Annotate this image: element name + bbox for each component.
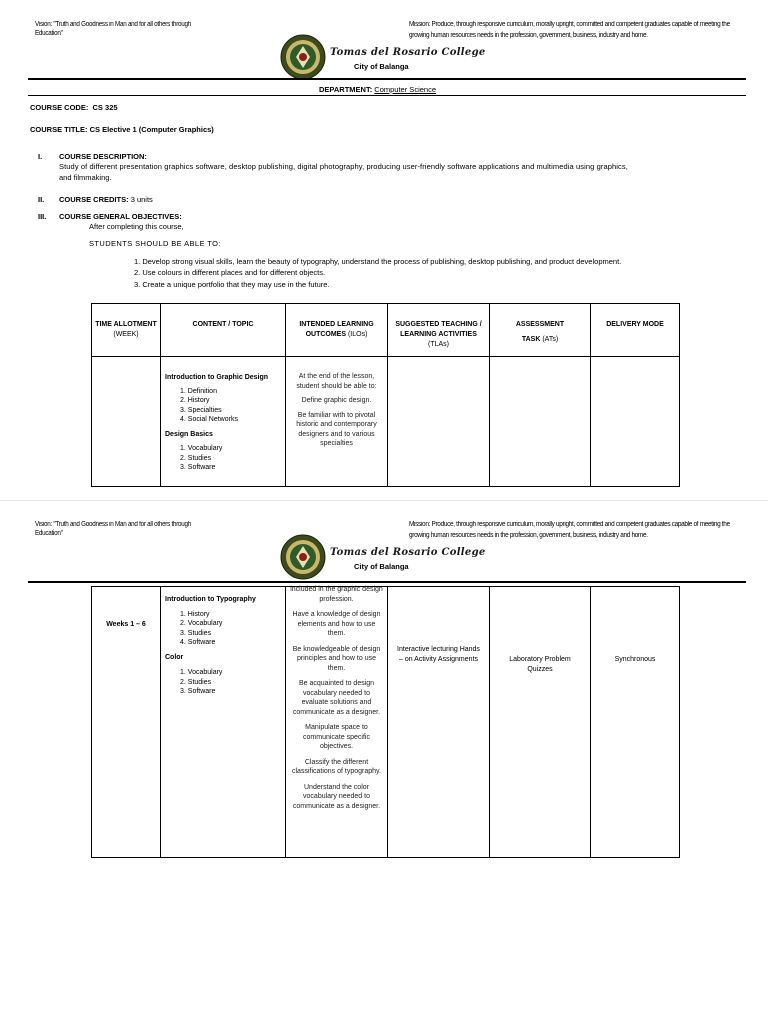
college-city: City of Balanga — [354, 562, 409, 571]
header-tla — [388, 304, 490, 357]
cell-week — [92, 357, 161, 487]
objective-item: 1. Develop strong visual skills, learn the beauty of typography, understand the process of publishing, desktop publishing, and product development. — [134, 257, 622, 266]
header-ilo-label: INTENDED LEARNING OUTCOMES — [299, 321, 374, 338]
cell-week: Weeks 1 – 6 — [92, 587, 161, 858]
topic-list — [180, 610, 285, 648]
course-credits — [59, 195, 153, 204]
ilo-text: included in the graphic design profession. — [290, 586, 383, 603]
course-title-value: CS Elective 1 (Computer Graphics) — [89, 125, 214, 134]
header-tla-sub: (TLAs) — [428, 341, 449, 348]
course-code-value: CS 325 — [92, 103, 118, 112]
header-task-label: TASK — [521, 336, 541, 343]
ilo-text: Manipulate space to communicate specific objectives. — [303, 724, 370, 750]
topic-title: Design Basics — [165, 430, 213, 438]
list-item: 3. Software — [180, 688, 216, 695]
header-ilo-sub: (ILOs) — [347, 331, 368, 338]
table-row — [92, 587, 680, 858]
cell-tla: Interactive lecturing Hands – on Activity Assignments — [388, 587, 490, 858]
course-outline-table-continued — [91, 586, 680, 858]
mission-statement: Mission: Produce, through responsive curriculum, morally upright, committed and competent graduates capable of meeting the growing human resources needs in the profession, government, business, industry and home. — [409, 21, 730, 39]
header-tla-label: SUGGESTED TEACHING / LEARNING ACTIVITIES — [395, 321, 482, 338]
course-description-text-2: and filmmaking. — [59, 173, 112, 182]
list-item: 1. Vocabulary — [180, 445, 223, 452]
course-credits-label: COURSE CREDITS: — [59, 195, 129, 204]
topic-title: Introduction to Graphic Design — [165, 374, 269, 381]
ilo-text: At the end of the lesson, student should be able to: — [296, 373, 377, 390]
list-item: 1. Vocabulary — [180, 669, 223, 676]
course-credits-value: 3 units — [130, 195, 153, 204]
course-code-label: COURSE CODE: — [30, 103, 89, 112]
list-item: 2. Studies — [180, 454, 212, 462]
header-assessment-label: ASSESSMENT — [515, 321, 565, 328]
department-rule — [28, 95, 746, 96]
cell-ilo — [286, 357, 388, 487]
list-item: 2. History — [180, 397, 210, 404]
cell-ilo — [286, 587, 388, 858]
document-page-2 — [0, 500, 768, 1024]
course-code — [30, 103, 118, 112]
course-title-label: COURSE TITLE: — [30, 125, 88, 134]
course-outline-table — [91, 303, 680, 487]
college-seal-icon — [280, 34, 326, 80]
header-time-allotment — [92, 304, 161, 357]
header-rule — [28, 581, 746, 583]
header-ilo — [286, 304, 388, 357]
list-item: 2. Studies — [180, 678, 212, 686]
document-page-1 — [0, 0, 768, 500]
ilo-text: Be knowledgeable of design principles and how to use them. — [292, 645, 381, 672]
ilo-text: Be familiar with to pivotal historic and contemporary designers and to various specialties — [296, 411, 377, 447]
ilo-text: Understand the color vocabulary needed to communicate as a designer. — [292, 783, 381, 810]
header-delivery-mode: DELIVERY MODE — [591, 304, 680, 357]
objective-item: 3. Create a unique portfolio that they may use in the future. — [134, 280, 330, 289]
cell-tla — [388, 357, 490, 487]
objectives-intro: After completing this course, — [89, 222, 184, 231]
ilo-text: Classify the different classifications of typography. — [292, 758, 381, 775]
header-content-topic: CONTENT / TOPIC — [161, 304, 286, 357]
general-objectives-heading: COURSE GENERAL OBJECTIVES: — [59, 212, 182, 221]
course-title — [30, 125, 214, 134]
topic-list — [180, 668, 285, 697]
section-ii-number: II. — [38, 195, 45, 204]
header-time-sub: (WEEK) — [113, 331, 139, 338]
list-item: 1. Definition — [180, 387, 217, 395]
topic-list — [180, 444, 285, 473]
header-assessment — [490, 304, 591, 357]
ilo-text: Be acquainted to design vocabulary needed to evaluate solutions and communicate as a designer. — [292, 680, 381, 716]
course-description-heading: COURSE DESCRIPTION: — [59, 152, 147, 161]
department-label: DEPARTMENT: — [319, 85, 373, 94]
college-seal-icon — [280, 534, 326, 580]
list-item: 4. Software — [180, 639, 216, 646]
cell-content — [161, 587, 286, 858]
cell-content — [161, 357, 286, 487]
department-value: Computer Science — [374, 85, 436, 94]
cell-delivery: Synchronous — [591, 587, 680, 858]
college-city: City of Balanga — [354, 62, 409, 71]
section-i-number: I. — [38, 152, 43, 161]
header-time-label: TIME ALLOTMENT — [95, 321, 157, 328]
vision-statement: Vision: "Truth and Goodness in Man and for all others through Education" — [35, 521, 191, 537]
list-item: 3. Studies — [180, 629, 212, 637]
topic-list — [180, 387, 285, 425]
topic-title: Color — [165, 653, 184, 661]
ilo-text: Have a knowledge of design elements and how to use them. — [292, 611, 381, 637]
mission-statement: Mission: Produce, through responsive curriculum, morally upright, committed and competent graduates capable of meeting the growing human resources needs in the profession, government, business, industry and home. — [409, 521, 730, 539]
table-header-row — [92, 304, 680, 357]
table-row — [92, 357, 680, 487]
list-item: 2. Vocabulary — [180, 620, 223, 627]
department-line — [319, 85, 436, 94]
header-rule — [28, 78, 746, 80]
list-item: 3. Software — [180, 464, 216, 471]
list-item: 1. History — [180, 610, 210, 618]
header-task-sub: (ATs) — [542, 336, 559, 343]
course-description-text-1: Study of different presentation graphics software, desktop publishing, digital photography, producing user-friendly software applications and multimedia using graphics, — [59, 162, 628, 171]
cell-delivery — [591, 357, 680, 487]
list-item: 4. Social Networks — [180, 416, 238, 423]
objective-item: 2. Use colours in different places and for different objects. — [134, 268, 326, 277]
header-assessment-task — [490, 335, 590, 345]
college-name: Tomas del Rosario College — [330, 47, 486, 58]
list-item: 3. Specialties — [180, 406, 222, 414]
section-iii-number: III. — [38, 212, 47, 221]
vision-statement: Vision: "Truth and Goodness in Man and for all others through Education" — [35, 21, 191, 37]
students-able-to: STUDENTS SHOULD BE ABLE TO: — [89, 239, 221, 248]
cell-assessment: Laboratory Problem Quizzes — [490, 587, 591, 858]
topic-title: Introduction to Typography — [165, 596, 256, 603]
ilo-text: Define graphic design. — [301, 397, 372, 404]
cell-assessment — [490, 357, 591, 487]
college-name: Tomas del Rosario College — [330, 547, 486, 558]
